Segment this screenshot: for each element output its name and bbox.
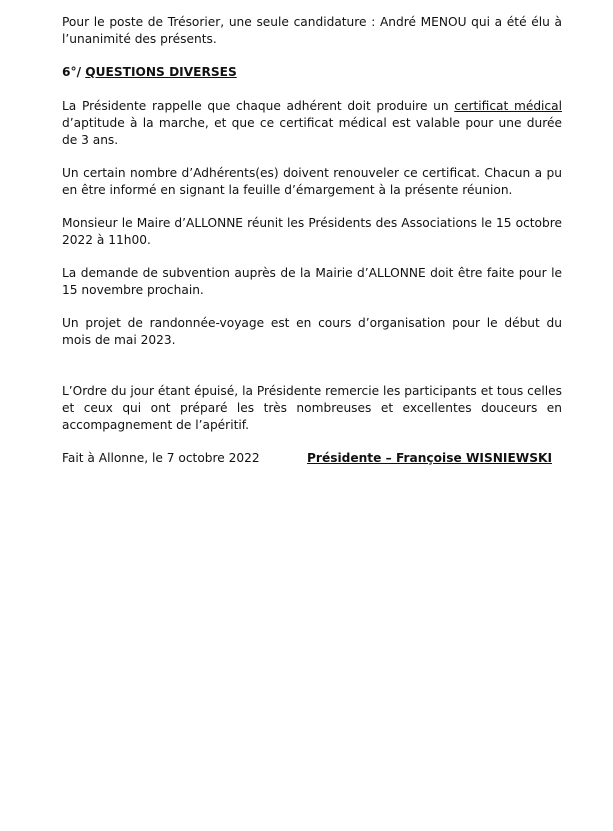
document-page <box>62 14 562 467</box>
place-date: Fait à Allonne, le 7 octobre 2022 <box>62 451 260 465</box>
paragraph-certificat-end: d’aptitude à la marche, et que ce certificat médical est valable pour une durée de 3 ans. <box>62 116 562 147</box>
paragraph-projet: Un projet de randonnée-voyage est en cours d’organisation pour le début du mois de mai 2023. <box>62 316 562 347</box>
paragraph-certificat-start: La Présidente rappelle que chaque adhérent doit produire un <box>62 99 455 113</box>
section-heading-text: QUESTIONS DIVERSES <box>85 65 237 79</box>
paragraph-maire: Monsieur le Maire d’ALLONNE réunit les Présidents des Associations le 15 octobre 2022 à 11h00. <box>62 216 562 247</box>
paragraph-certificat <box>62 98 562 149</box>
signatory-name: Présidente – Françoise WISNIEWSKI <box>307 451 552 465</box>
certificat-medical-underlined: certificat médical <box>454 99 562 113</box>
section-heading <box>62 64 562 81</box>
paragraph-conclusion: L’Ordre du jour étant épuisé, la Présidente remercie les participants et tous celles et ceux qui ont préparé les très nombreuses et excellentes douceurs en accompagnement de l’apéritif. <box>62 384 562 432</box>
paragraph-tresorier: Pour le poste de Trésorier, une seule candidature : André MENOU qui a été élu à l’unanimité des présents. <box>62 15 562 46</box>
paragraph-renouvellement: Un certain nombre d’Adhérents(es) doivent renouveler ce certificat. Chacun a pu en être informé en signant la feuille d’émargement à la présente réunion. <box>62 166 562 197</box>
spacer <box>62 365 562 383</box>
signature-row <box>62 450 562 467</box>
section-heading-number: 6°/ <box>62 65 86 79</box>
paragraph-subvention: La demande de subvention auprès de la Mairie d’ALLONNE doit être faite pour le 15 novembre prochain. <box>62 266 562 297</box>
